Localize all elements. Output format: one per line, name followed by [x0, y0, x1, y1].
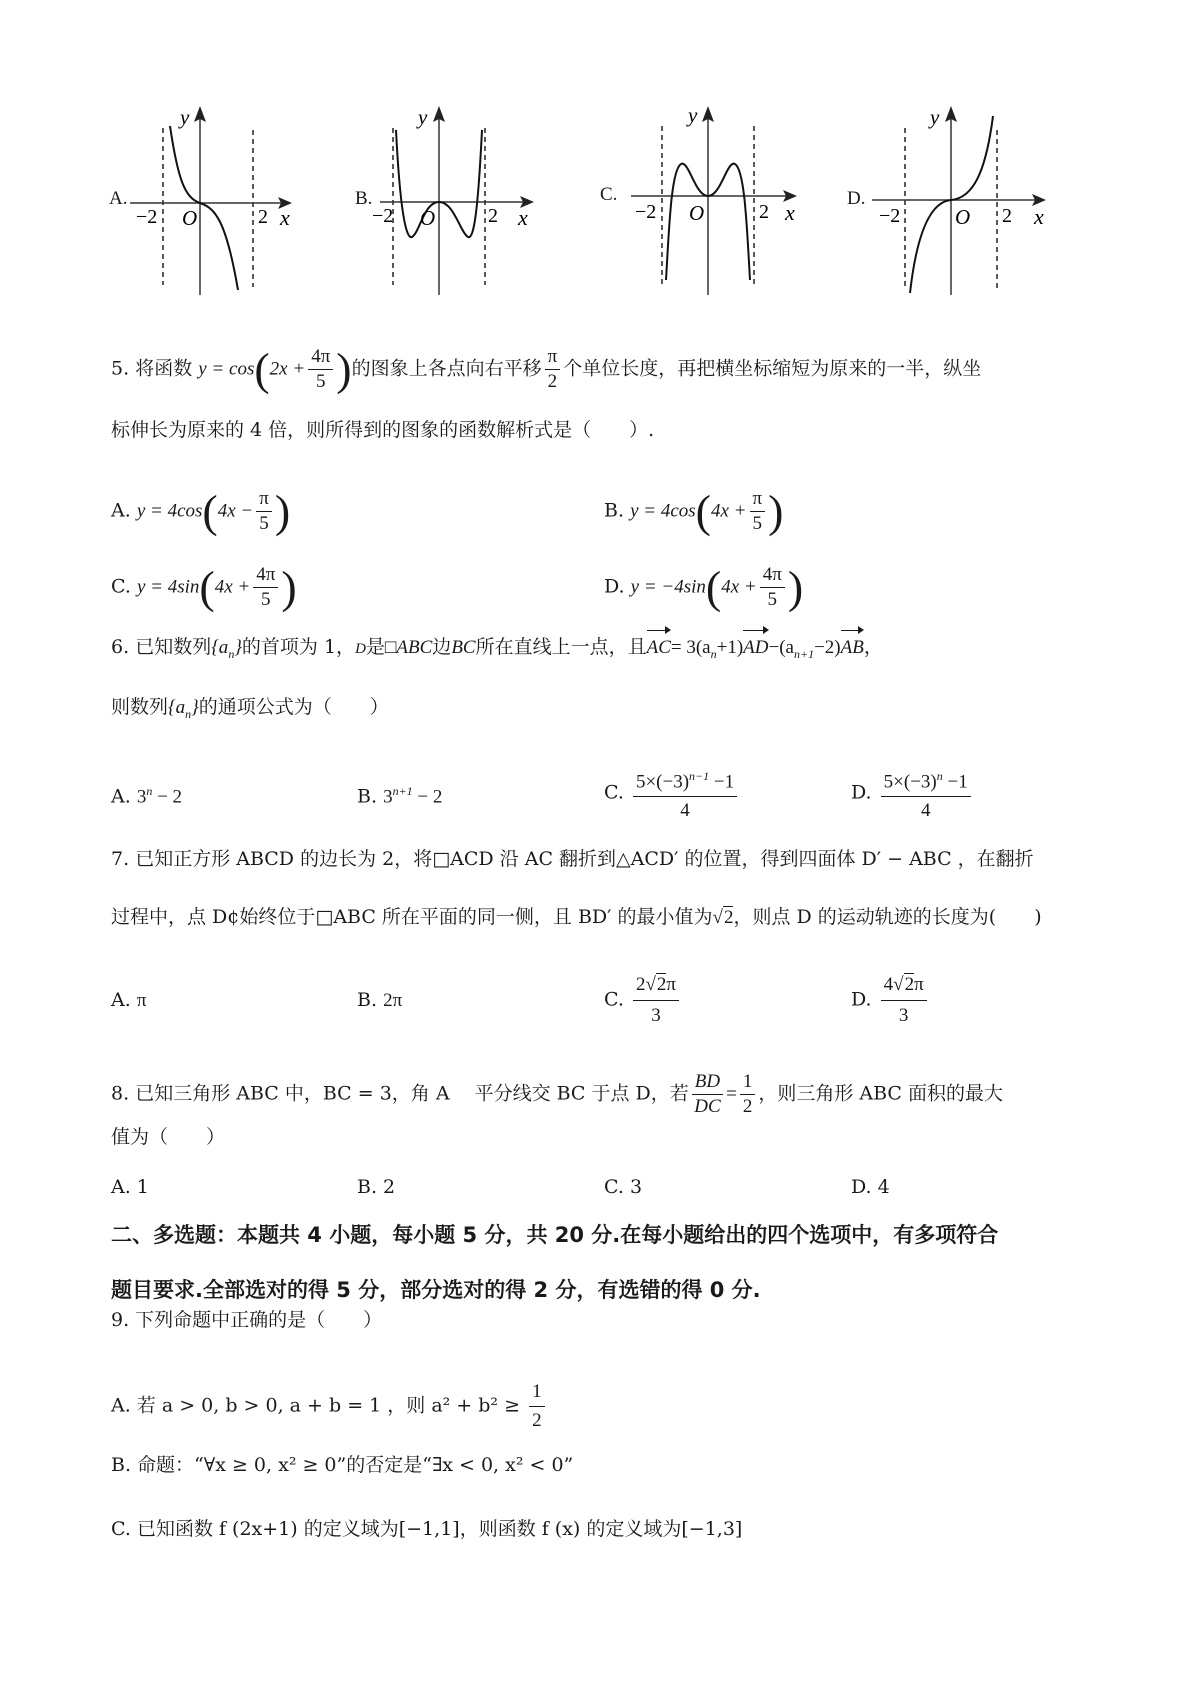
tick-right: 2: [1002, 205, 1012, 227]
q8-stem-line2: 值为（ ）: [111, 1126, 226, 1148]
frac-num: [633, 762, 737, 797]
frac-num: π: [750, 487, 766, 512]
seq-sub: n: [228, 646, 235, 661]
q8-number: 8.: [111, 1082, 130, 1105]
q5-stem-line2: 标伸长为原来的 4 倍，则所得到的图象的函数解析式是（ ）.: [111, 419, 655, 441]
frac-num: 2√2π: [633, 970, 679, 1001]
origin-label: O: [420, 206, 436, 230]
frac-num: π: [545, 345, 561, 370]
option-value: 2π: [383, 990, 403, 1011]
q6-stem-line1: [111, 632, 883, 669]
paren-open: (: [202, 485, 218, 537]
option-fraction: [750, 487, 766, 536]
q5-text: 将函数: [135, 357, 193, 380]
option-sup: n: [146, 784, 153, 798]
frac-num: 4√2π: [881, 970, 927, 1001]
num-base: 5×(−3): [635, 771, 690, 793]
q4-graph-a: [130, 90, 300, 300]
num-coef: 2: [635, 974, 646, 995]
q7-option-a[interactable]: [111, 985, 146, 1016]
frac-den: 2: [742, 1096, 753, 1117]
q5-number: 5.: [111, 357, 130, 380]
eq-part: +1): [716, 637, 744, 658]
option-label: D.: [851, 781, 872, 804]
option-label: D.: [851, 988, 872, 1011]
frac-den: 3: [651, 1005, 661, 1026]
option-text: A. 若 a > 0, b > 0, a + b = 1 ，则 a² + b² ≥: [111, 1394, 521, 1417]
frac-den: 5: [315, 371, 326, 392]
option-label: C.: [604, 781, 624, 804]
option-lead: y = 4cos: [136, 500, 203, 522]
option-fraction: [256, 487, 272, 536]
q7-stem-line1: [111, 844, 1034, 874]
q9-option-a[interactable]: [111, 1378, 548, 1435]
tick-left: −2: [372, 205, 394, 227]
triangle-abc: □ABC: [384, 637, 433, 658]
q6-text: 的通项公式为（ ）: [198, 696, 389, 718]
option-base: 3: [383, 786, 393, 808]
option-label: A.: [111, 499, 131, 522]
option-lead: y = −4sin: [630, 576, 706, 598]
option-tail: − 2: [412, 786, 443, 808]
q6-text: 则数列: [111, 696, 169, 718]
q6-option-a[interactable]: [111, 776, 182, 812]
frac-num: 4π: [253, 563, 278, 588]
q6-text: 所在直线上一点，且: [475, 636, 647, 658]
paren-close: ): [336, 343, 352, 395]
q8-ratio-fraction: [692, 1070, 723, 1119]
num-sup: n: [936, 769, 943, 783]
q7-option-b[interactable]: [357, 985, 402, 1016]
q8-option-a[interactable]: A. 1: [111, 1176, 149, 1198]
q4-graph-c: [625, 90, 795, 300]
q7-text: ，则点 D 的运动轨迹的长度为( ): [733, 906, 1042, 928]
q4-option-d-label: D.: [847, 188, 866, 209]
num-tail: π: [914, 974, 924, 995]
option-fraction: [881, 970, 927, 1031]
q9-option-b[interactable]: B. 命题：“∀x ≥ 0, x² ≥ 0”的否定是“∃x < 0, x² < 0”: [111, 1454, 574, 1476]
seq-close: }: [191, 697, 199, 718]
num-coef: 4: [883, 974, 894, 995]
q4-graph-options: [0, 90, 1200, 300]
frac-num: π: [256, 487, 272, 512]
frac-num: 1: [740, 1070, 756, 1095]
paren-close: ): [787, 561, 804, 613]
eq-part: −(a: [768, 637, 794, 658]
tick-left: −2: [635, 201, 657, 223]
y-label: y: [180, 105, 190, 129]
frac-num: 1: [529, 1378, 545, 1407]
q6-text: 边: [432, 636, 452, 658]
frac-num: BD: [692, 1070, 723, 1095]
q6-text: 已知数列: [135, 636, 212, 658]
x-label: x: [280, 205, 290, 230]
num-sqrt: 2: [904, 974, 915, 995]
num-base: 5×(−3): [883, 771, 937, 793]
x-label: x: [785, 200, 795, 225]
seq-a: {a: [211, 637, 229, 658]
option-tail: − 2: [152, 786, 183, 808]
vector-ad: AD: [743, 633, 768, 663]
paren-open: (: [705, 561, 722, 613]
eq-part: = 3(a: [670, 637, 711, 658]
option-fraction: [529, 1378, 545, 1435]
q7-number: 7.: [111, 848, 130, 870]
q8-option-b[interactable]: B. 2: [357, 1176, 396, 1198]
num-tail: −1: [709, 771, 735, 793]
q5-option-b[interactable]: [604, 487, 783, 536]
option-label: B.: [357, 785, 378, 808]
option-label: A.: [111, 989, 131, 1011]
q8-stem-line1: [111, 1070, 1003, 1119]
tick-right: 2: [488, 205, 498, 227]
q6-text: 的首项为 1，: [241, 636, 356, 658]
seq-close: }: [234, 637, 242, 658]
x-label: x: [1034, 204, 1044, 229]
side-bc: BC: [451, 637, 476, 658]
origin-label: O: [182, 206, 198, 230]
q4-option-b-label: B.: [355, 188, 373, 209]
option-lead: y = 4cos: [630, 500, 696, 522]
frac-den: 5: [259, 513, 269, 534]
q8-option-c[interactable]: C. 3: [604, 1176, 643, 1198]
option-fraction: [633, 762, 737, 825]
q5-option-d[interactable]: [604, 563, 803, 612]
frac-den: 5: [261, 589, 271, 610]
eq-sub: n: [710, 646, 717, 661]
option-label: C.: [111, 575, 131, 598]
x-label: x: [518, 205, 528, 230]
vector-ab: AB: [841, 633, 864, 663]
paren-open: (: [199, 561, 215, 613]
q6-stem-line2: [111, 692, 389, 729]
option-arg: 4x +: [721, 576, 757, 598]
q8-option-d[interactable]: D. 4: [851, 1176, 890, 1198]
frac-den: 2: [532, 1410, 542, 1431]
option-base: 3: [136, 786, 147, 808]
q5-option-a[interactable]: [111, 487, 290, 536]
option-arg: 4x +: [214, 576, 251, 598]
frac-num: 4π: [308, 345, 333, 370]
tick-right: 2: [258, 206, 268, 228]
option-lead: y = 4sin: [136, 576, 200, 598]
q8-text: 已知三角形 ABC 中，BC = 3，角 A 平分线交 BC 于点 D，若: [135, 1082, 689, 1105]
q5-text: 的图象上各点向右平移: [351, 357, 542, 380]
vector-ac: AC: [647, 633, 671, 663]
frac-num: 4π: [760, 563, 785, 588]
q8-text: ，则三角形 ABC 面积的最大: [758, 1082, 1003, 1105]
option-label: C.: [604, 988, 624, 1011]
y-label: y: [418, 105, 428, 129]
frac-den: 3: [898, 1005, 909, 1026]
option-label: B.: [357, 989, 378, 1011]
frac-den: 4: [680, 800, 690, 822]
frac-den: 5: [767, 589, 778, 610]
option-label: B.: [604, 499, 625, 522]
sqrt-value: 2: [723, 907, 734, 928]
q4-option-c-label: C.: [600, 184, 618, 205]
section2-heading-line1: 二、多选题：本题共 4 小题，每小题 5 分，共 20 分.在每小题给出的四个选项中，有多项符合: [111, 1223, 999, 1247]
num-sqrt: 2: [656, 974, 667, 995]
frac-den: 5: [752, 513, 763, 534]
num-sup: n−1: [689, 769, 710, 783]
option-arg: 4x +: [710, 500, 747, 522]
y-label: y: [930, 105, 940, 129]
q6-text: 是: [365, 636, 385, 658]
option-value: π: [136, 990, 147, 1011]
tick-left: −2: [136, 206, 158, 228]
paren-close: ): [768, 485, 784, 537]
eq-part: −2): [814, 637, 841, 658]
seq-a: {a: [168, 697, 186, 718]
q5-stem-line1: [111, 345, 981, 394]
q7-text: 过程中，点 D¢始终位于□ABC 所在平面的同一侧，且 BD′ 的最小值为: [111, 906, 713, 928]
eq-sub: n+1: [793, 646, 815, 661]
q4-graph-d: [872, 90, 1052, 300]
option-label: D.: [604, 575, 625, 598]
paren-open: (: [695, 485, 711, 537]
q7-text: 已知正方形 ABCD 的边长为 2，将□ACD 沿 AC 翻折到△ACD′ 的位置，得到四面体 D′ − ABC ，在翻折: [135, 848, 1034, 870]
punct: ，: [863, 636, 883, 658]
q7-option-d[interactable]: [851, 970, 930, 1031]
q4-graph-b: [372, 90, 550, 300]
q6-option-c[interactable]: [604, 762, 740, 825]
q9-option-c[interactable]: C. 已知函数 f (2x+1) 的定义域为[−1,1]，则函数 f (x) 的定义域为[−1,3]: [111, 1518, 743, 1540]
frac-den: DC: [694, 1096, 721, 1117]
q7-stem-line2: [111, 902, 1042, 933]
paren-open: (: [254, 343, 270, 395]
equals: =: [726, 1083, 737, 1105]
q5-arg-fraction: [308, 345, 333, 394]
q5-shift-fraction: [545, 345, 561, 394]
option-fraction: [253, 563, 278, 612]
section2-heading-line2: 题目要求.全部选对的得 5 分，部分选对的得 2 分，有选错的得 0 分.: [111, 1278, 761, 1302]
paren-close: ): [274, 485, 291, 537]
q5-func: y = cos: [198, 358, 255, 380]
tick-left: −2: [879, 205, 901, 227]
option-fraction: [633, 970, 679, 1031]
q6-option-d[interactable]: [851, 762, 974, 825]
frac-num: [881, 762, 971, 797]
origin-label: O: [689, 201, 705, 225]
paren-close: ): [281, 561, 297, 613]
option-label: A.: [111, 785, 131, 808]
q6-number: 6.: [111, 636, 130, 658]
origin-label: O: [955, 205, 971, 229]
option-fraction: [760, 563, 785, 612]
curve: [170, 126, 238, 290]
q6-option-b[interactable]: [357, 776, 442, 812]
q5-option-c[interactable]: [111, 563, 297, 612]
seq-sub: n: [185, 706, 192, 721]
y-label: y: [688, 103, 698, 127]
q4-option-a-label: A.: [109, 188, 128, 209]
q7-option-c[interactable]: [604, 970, 682, 1031]
point-d: D: [355, 641, 366, 657]
frac-den: 2: [547, 371, 558, 392]
option-fraction: [881, 762, 971, 825]
q9-stem: 9. 下列命题中正确的是（ ）: [111, 1309, 383, 1331]
num-tail: π: [666, 974, 676, 995]
q5-text: 个单位长度，再把横坐标缩短为原来的一半，纵坐: [563, 357, 982, 380]
q8-value-fraction: [740, 1070, 756, 1119]
tick-right: 2: [759, 201, 769, 223]
option-sup: n+1: [392, 784, 413, 798]
frac-den: 4: [920, 800, 931, 822]
num-tail: −1: [942, 771, 968, 793]
q5-arg: 2x +: [269, 358, 306, 380]
sqrt-sign: √: [712, 907, 723, 928]
option-arg: 4x −: [217, 500, 254, 522]
